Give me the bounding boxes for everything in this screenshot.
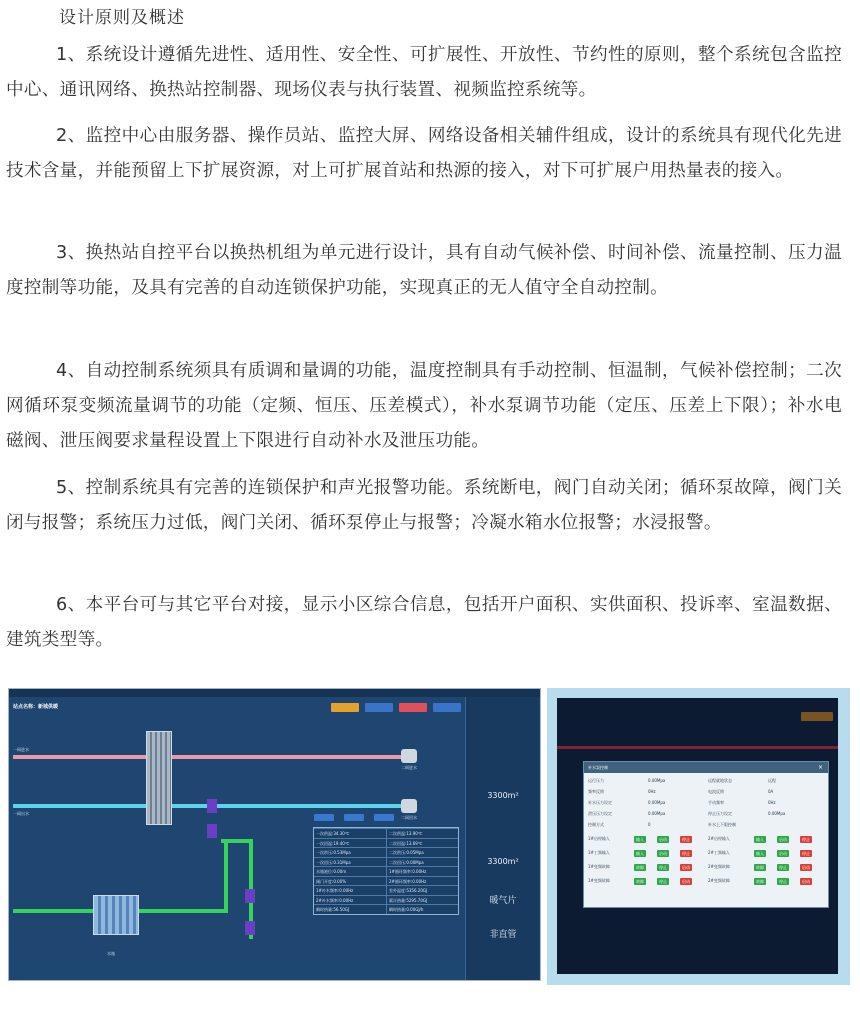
dialog-field: 0.00Mpa bbox=[768, 811, 786, 816]
pump-row-label: 2#启停输入 bbox=[708, 836, 730, 841]
table-cell: 1#循环频率:0.00Hz bbox=[389, 869, 427, 874]
label-return: 一网出水 bbox=[13, 811, 29, 816]
supply-pipe bbox=[13, 755, 413, 759]
close-icon[interactable]: × bbox=[818, 764, 824, 771]
dialog-screenshot bbox=[547, 688, 850, 985]
dialog-field: 0.00Mpa bbox=[648, 778, 666, 783]
table-cell: 2#循环频率:0.00Hz bbox=[389, 878, 427, 884]
dialog-field: 停止压力设定 bbox=[708, 811, 732, 816]
dialog-field: 远程就地状态 bbox=[708, 778, 732, 783]
table-cell: 二次供温:13.90℃ bbox=[389, 831, 423, 836]
sidebar-value-1: 3300m² bbox=[487, 791, 519, 800]
pump-control-button[interactable]: 停止 bbox=[779, 865, 787, 870]
label-secondary-return: 二网回水 bbox=[401, 815, 417, 820]
top-button-4[interactable] bbox=[433, 703, 461, 712]
dialog-title: 补水泵控制 bbox=[588, 765, 608, 770]
dialog-field: 手动频率 bbox=[708, 800, 724, 805]
scada-topbar bbox=[9, 689, 540, 697]
mode-button-3[interactable] bbox=[374, 814, 394, 821]
pump-control-button[interactable]: 停止 bbox=[659, 879, 667, 884]
pump-row-label: 2#变频故障 bbox=[708, 878, 730, 883]
table-cell: 1#补水频率:0.00Hz bbox=[316, 888, 354, 893]
table-cell: 2#补水频率:0.00Hz bbox=[316, 897, 354, 903]
pump-control-button[interactable]: 停止 bbox=[802, 837, 810, 842]
table-row bbox=[314, 885, 458, 894]
table-cell: 瞬时热量:56.50GJ bbox=[316, 907, 350, 912]
dialog-field: 泄压压力设定 bbox=[588, 811, 612, 816]
pump-control-button[interactable]: 停止 bbox=[682, 837, 690, 842]
pump-control-button[interactable]: 故障 bbox=[636, 879, 644, 884]
pump-row-label: 1#变频故障 bbox=[588, 878, 610, 883]
table-cell: 一次供温:34.30℃ bbox=[316, 831, 350, 836]
makeup-pump-1[interactable] bbox=[245, 889, 255, 903]
plate-heat-exchanger bbox=[146, 731, 172, 825]
table-cell: 一次回温:19.40℃ bbox=[316, 840, 350, 846]
table-row bbox=[314, 866, 458, 875]
pump-control-button[interactable]: 故障 bbox=[636, 865, 644, 870]
paragraph-5: 5、控制系统具有完善的连锁保护和声光报警功能。系统断电，阀门自动关闭；循环泵故障，阀门关闭与报警；系统压力过低，阀门关闭、循环泵停止与报警；冷凝水箱水位报警；水浸报警。 bbox=[6, 478, 842, 533]
table-cell: 二次回温:13.69℃ bbox=[389, 840, 423, 846]
table-cell: 水箱液位:0.00m bbox=[316, 869, 347, 874]
dialog-field: 控制方式 bbox=[588, 822, 604, 827]
dialog-field: 0A bbox=[768, 789, 774, 794]
dialog-field: 远程 bbox=[768, 778, 776, 783]
dialog-field: 频率反馈 bbox=[588, 789, 604, 794]
pump-control-button[interactable]: 启动 bbox=[659, 851, 667, 856]
bg-pipe-1 bbox=[557, 746, 838, 749]
dialog-field: 运行压力 bbox=[588, 778, 604, 783]
pump-control-button[interactable]: 故障 bbox=[756, 865, 764, 870]
table-row bbox=[314, 828, 458, 837]
dialog-field: 补水上下限控制 bbox=[708, 822, 736, 827]
paragraph-1: 1、系统设计遵循先进性、适用性、安全性、可扩展性、开放性、节约性的原则，整个系统包含监控中心、通讯网络、换热站控制器、现场仪表与执行装置、视频监控系统等。 bbox=[6, 45, 842, 100]
pump-control-button[interactable]: 启动 bbox=[682, 865, 690, 870]
dialog-field: 0.00Mpa bbox=[648, 800, 666, 805]
table-cell: 累计热量:5295.70GJ bbox=[389, 897, 428, 903]
pump-control-button[interactable]: 故障 bbox=[756, 879, 764, 884]
top-button-3[interactable] bbox=[399, 703, 427, 712]
table-cell: 阀门开度:0.00% bbox=[316, 878, 347, 884]
dialog-field: 补水压力设定 bbox=[588, 800, 612, 805]
label-supply: 一网进水 bbox=[13, 747, 29, 752]
table-cell: 瞬时热量:0.00GJ/h bbox=[389, 907, 424, 912]
mode-button-2[interactable] bbox=[344, 814, 364, 821]
circulation-pump-1[interactable] bbox=[207, 799, 217, 813]
pump-control-button[interactable]: 输入 bbox=[636, 851, 644, 856]
pump-control-button[interactable]: 启动 bbox=[802, 879, 810, 884]
top-button-2[interactable] bbox=[365, 703, 393, 712]
top-button-1[interactable] bbox=[331, 703, 359, 712]
pump-control-dialog bbox=[583, 761, 829, 908]
pump-control-button[interactable]: 输入 bbox=[756, 851, 764, 856]
table-cell: 二次回压:0.00Mpa bbox=[389, 859, 424, 865]
pump-row-label: 1#工频输入 bbox=[588, 850, 610, 855]
pump-control-button[interactable]: 启动 bbox=[779, 851, 787, 856]
table-row bbox=[314, 847, 458, 856]
dialog-field: 0Hz bbox=[648, 789, 656, 794]
pump-control-button[interactable]: 输入 bbox=[756, 837, 764, 842]
sidebar-item-4[interactable]: 非直管 bbox=[489, 930, 517, 940]
bg-button bbox=[801, 712, 833, 721]
table-row bbox=[314, 876, 458, 885]
table-cell: 二次供压:0.05Mpa bbox=[389, 850, 424, 855]
equipment-1 bbox=[401, 749, 417, 763]
paragraph-6: 6、本平台可与其它平台对接，显示小区综合信息，包括开户面积、实供面积、投诉率、室温数据、建筑类型等。 bbox=[6, 595, 842, 650]
label-secondary-supply: 二网进水 bbox=[401, 765, 417, 770]
table-cell: 一次供压:0.53Mpa bbox=[316, 850, 351, 855]
dialog-field: 0 bbox=[648, 822, 651, 827]
circulation-pump-2[interactable] bbox=[207, 824, 217, 838]
dialog-screenshot-bg bbox=[557, 698, 838, 974]
pump-row-label: 1#启停输入 bbox=[588, 836, 610, 841]
water-tank bbox=[93, 895, 139, 935]
dialog-field: 0.00Mpa bbox=[648, 811, 666, 816]
equipment-2 bbox=[401, 799, 417, 813]
pump-control-button[interactable]: 停止 bbox=[779, 879, 787, 884]
pump-control-button[interactable]: 输入 bbox=[636, 837, 644, 842]
makeup-pump-2[interactable] bbox=[245, 921, 255, 935]
pump-row-label: 2#变频故障 bbox=[708, 864, 730, 869]
section-title: 设计原则及概述 bbox=[59, 8, 185, 28]
data-table bbox=[313, 827, 459, 915]
pump-control-button[interactable]: 停止 bbox=[659, 865, 667, 870]
sidebar-value-2: 3300m² bbox=[487, 857, 519, 866]
paragraph-3: 3、换热站自控平台以换热机组为单元进行设计，具有自动气候补偿、时间补偿、流量控制、压力温度控制等功能，及具有完善的自动连锁保护功能，实现真正的无人值守全自动控制。 bbox=[6, 243, 842, 298]
table-cell: 一次回压:0.31Mpa bbox=[316, 859, 351, 865]
table-row bbox=[314, 904, 458, 913]
station-title: 站点名称：新城供暖 bbox=[13, 704, 59, 710]
pump-control-button[interactable]: 启动 bbox=[682, 879, 690, 884]
pump-control-button[interactable]: 停止 bbox=[682, 851, 690, 856]
pump-row-label: 1#变频故障 bbox=[588, 864, 610, 869]
paragraph-2: 2、监控中心由服务器、操作员站、监控大屏、网络设备相关辅件组成，设计的系统具有现代化先进技术含量，并能预留上下扩展资源，对上可扩展首站和热源的接入，对下可扩展户用热量表的接入。 bbox=[6, 126, 842, 181]
pump-control-button[interactable]: 启动 bbox=[802, 865, 810, 870]
sidebar-item-3[interactable]: 暖气片 bbox=[489, 896, 517, 906]
mode-button-1[interactable] bbox=[314, 814, 334, 821]
table-row bbox=[314, 838, 458, 847]
pump-control-button[interactable]: 启动 bbox=[779, 837, 787, 842]
label-tank: 水箱 bbox=[107, 951, 115, 956]
dialog-header bbox=[584, 762, 828, 773]
makeup-link bbox=[221, 839, 253, 843]
pump-row-label: 2#工频输入 bbox=[708, 850, 730, 855]
pump-control-button[interactable]: 停止 bbox=[802, 851, 810, 856]
paragraph-4: 4、自动控制系统须具有质调和量调的功能，温度控制具有手动控制、恒温制，气候补偿控制；二次网循环泵变频流量调节的功能（定频、恒压、压差模式），补水泵调节功能（定压、压差上下限）；补水电磁阀、泄压阀要求量程设置上下限进行自动补水及泄压功能。 bbox=[6, 361, 842, 451]
dialog-field: 0Hz bbox=[768, 800, 776, 805]
makeup-riser bbox=[224, 839, 228, 913]
dialog-field: 电流反馈 bbox=[708, 789, 724, 794]
scada-screenshot bbox=[8, 688, 541, 981]
scada-sidebar bbox=[465, 697, 539, 980]
table-row bbox=[314, 857, 458, 866]
table-cell: 室外温度:5356.20GJ bbox=[389, 888, 428, 893]
pump-control-button[interactable]: 启动 bbox=[659, 837, 667, 842]
table-row bbox=[314, 895, 458, 904]
